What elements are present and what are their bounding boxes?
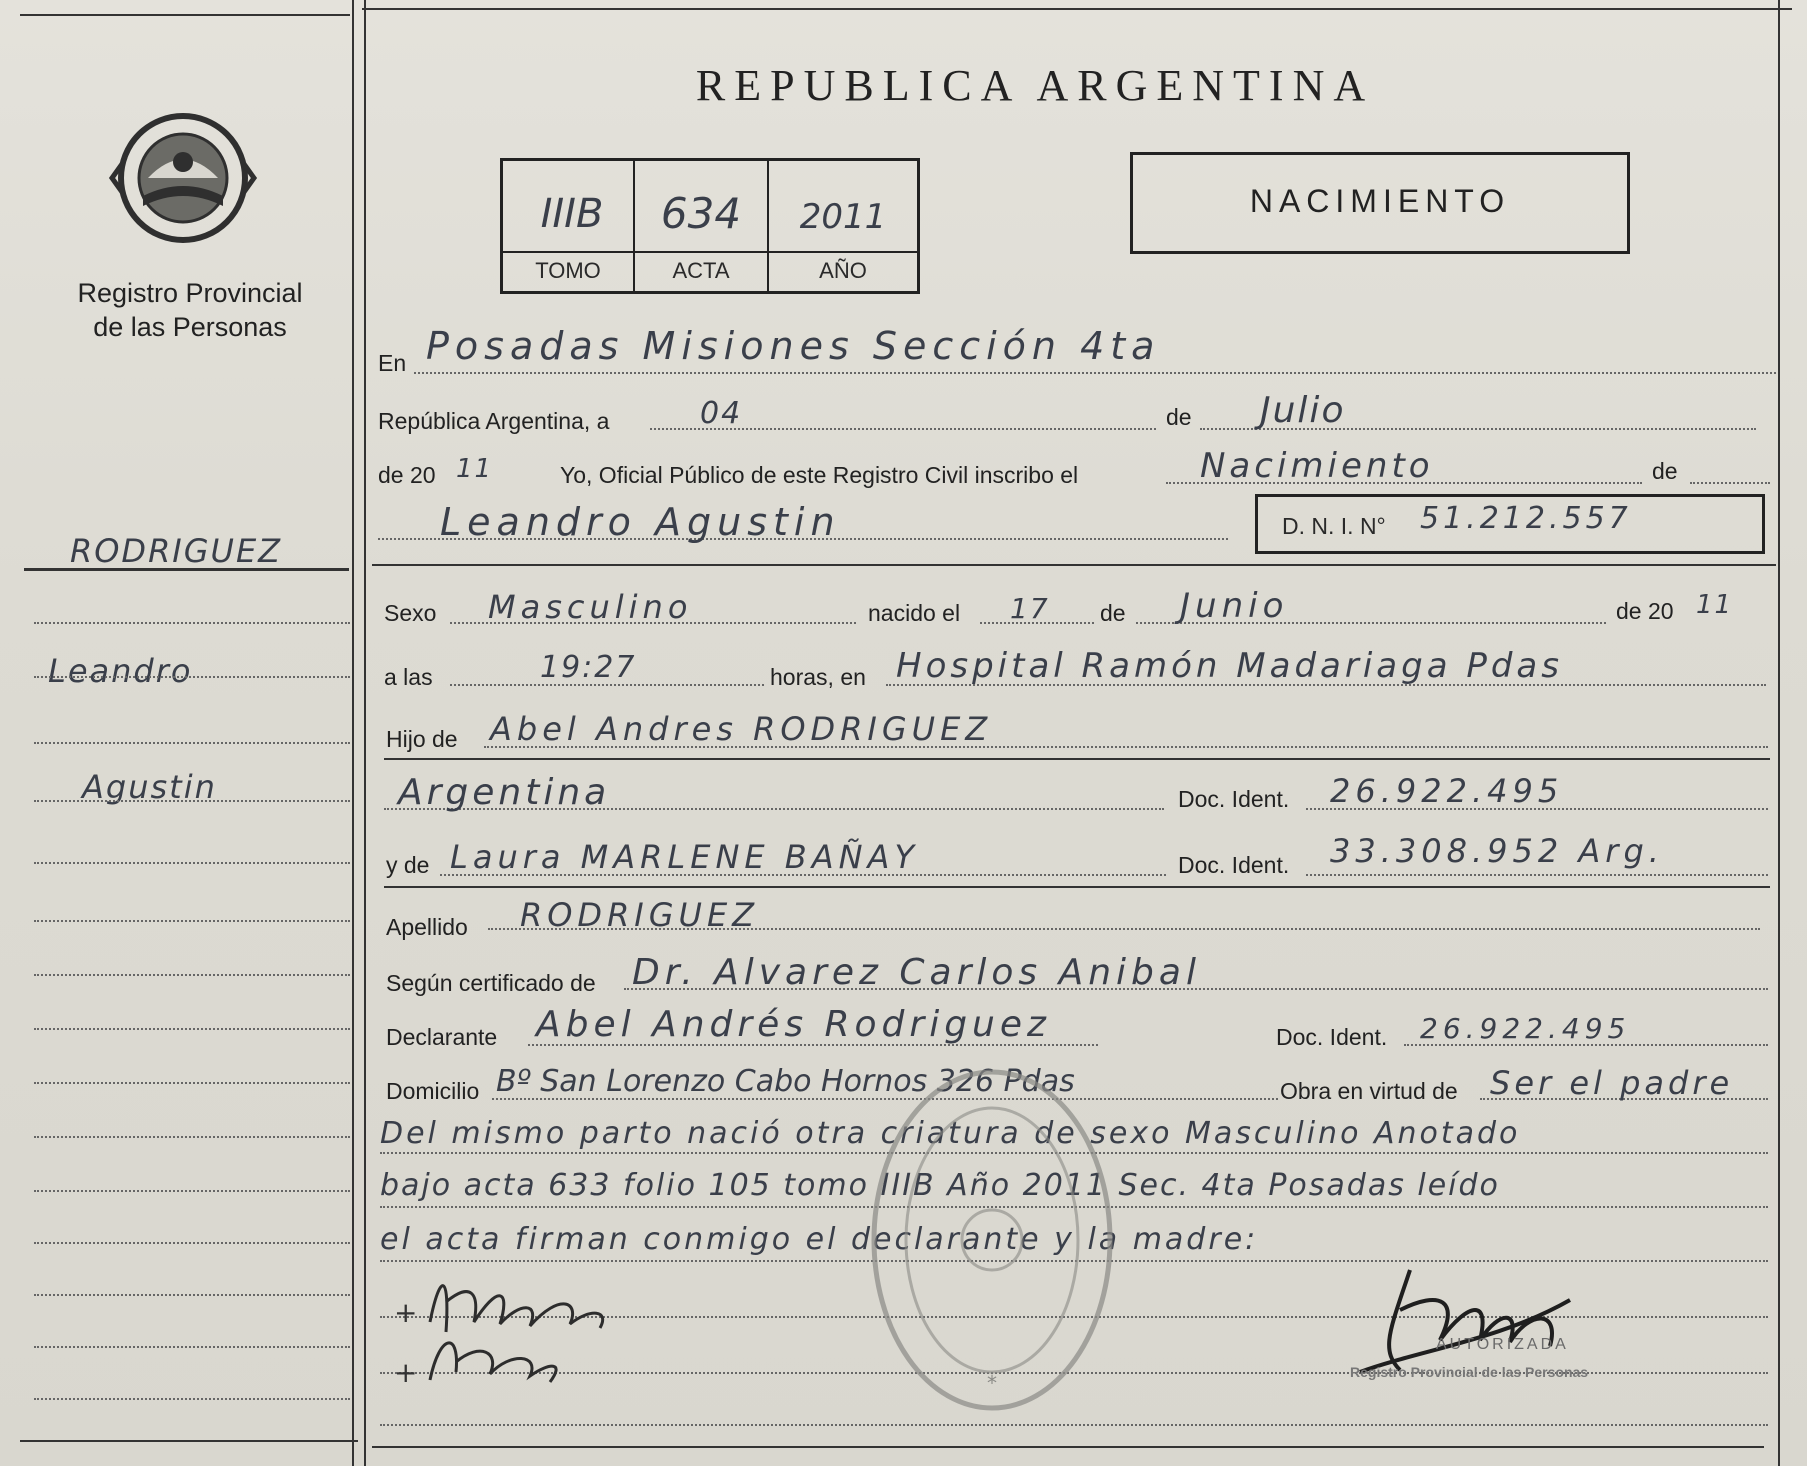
mother-doc-value: 33.308.952 Arg. bbox=[1330, 832, 1664, 870]
year-prefix: de 20 bbox=[378, 462, 436, 488]
father-doc-value: 26.922.495 bbox=[1330, 772, 1564, 810]
svg-text:+: + bbox=[394, 1356, 418, 1389]
republica-label: República Argentina, a bbox=[378, 408, 610, 434]
sexo-value: Masculino bbox=[488, 588, 693, 626]
signature-father bbox=[390, 1262, 720, 1392]
margin-name-1: Leandro bbox=[48, 652, 193, 690]
alas-label: a las bbox=[384, 664, 433, 690]
country-title: REPUBLICA ARGENTINA bbox=[695, 61, 1375, 110]
record-type: NACIMIENTO bbox=[1249, 183, 1511, 219]
acta-label: ACTA bbox=[672, 258, 730, 283]
domicilio-label: Domicilio bbox=[386, 1078, 480, 1104]
margin-dotted-line bbox=[34, 1346, 350, 1348]
de-label-3: de bbox=[1100, 600, 1126, 626]
top-rule-left bbox=[20, 14, 350, 16]
certificado-label: Según certificado de bbox=[386, 970, 596, 996]
father-value: Abel Andres RODRIGUEZ bbox=[490, 710, 993, 748]
section-rule-1 bbox=[372, 564, 1776, 566]
de-line-2 bbox=[1690, 482, 1770, 484]
doc-label-1: Doc. Ident. bbox=[1178, 786, 1290, 812]
acta-value: 634 bbox=[660, 189, 742, 238]
birth-day-value: 17 bbox=[1010, 592, 1050, 625]
yde-label: y de bbox=[386, 852, 430, 878]
dni-value: 51.212.557 bbox=[1420, 501, 1632, 536]
place-value: Posadas Misiones Sección 4ta bbox=[426, 324, 1161, 368]
domicilio-value: Bº San Lorenzo Cabo Hornos 326 Pdas bbox=[496, 1064, 1075, 1099]
svg-text:+: + bbox=[394, 1296, 418, 1329]
de-label-1: de bbox=[1166, 404, 1192, 430]
svg-text:*: * bbox=[987, 1371, 997, 1395]
mother-rule bbox=[384, 886, 1770, 888]
en-line bbox=[414, 372, 1776, 374]
tomo-label: TOMO bbox=[535, 258, 601, 283]
margin-dotted-line bbox=[34, 676, 350, 678]
margin-surname: RODRIGUEZ bbox=[70, 532, 283, 570]
doctor-value: Dr. Alvarez Carlos Anibal bbox=[632, 952, 1201, 993]
right-border bbox=[1778, 0, 1780, 1466]
birth-month-value: Junio bbox=[1180, 586, 1289, 626]
tomo-value: IIIB bbox=[540, 191, 604, 237]
note-line-3: el acta firman conmigo el declarante y la madre: bbox=[380, 1222, 1259, 1257]
horas-label: horas, en bbox=[770, 664, 866, 690]
en-label: En bbox=[378, 350, 407, 376]
birth-place-value: Hospital Ramón Madariaga Pdas bbox=[896, 646, 1563, 686]
doc-label-2: Doc. Ident. bbox=[1178, 852, 1290, 878]
signature-official bbox=[1340, 1250, 1600, 1380]
bottom-rule-right bbox=[372, 1446, 1764, 1448]
margin-dotted-line bbox=[34, 1028, 350, 1030]
note-line-1: Del mismo parto nació otra criatura de sexo Masculino Anotado bbox=[380, 1116, 1521, 1151]
margin-dotted-line bbox=[34, 862, 350, 864]
dni-box bbox=[1255, 494, 1765, 554]
note-line-2: bajo acta 633 folio 105 tomo IIIB Año 2011 Sec. 4ta Posadas leído bbox=[380, 1168, 1500, 1203]
margin-dotted-line bbox=[34, 1082, 350, 1084]
column-divider-right bbox=[364, 0, 366, 1466]
birth-year-suffix: 11 bbox=[1696, 590, 1734, 620]
de-label-2: de bbox=[1652, 458, 1678, 484]
apellido-value: RODRIGUEZ bbox=[520, 896, 760, 934]
margin-dotted-line bbox=[34, 1136, 350, 1138]
record-type-box bbox=[1130, 152, 1630, 254]
mother-doc-line bbox=[1306, 874, 1768, 876]
day-value: 04 bbox=[700, 396, 743, 431]
inscribo-label: Yo, Oficial Público de este Registro Civil inscribo el bbox=[560, 462, 1079, 488]
nacido-label: nacido el bbox=[868, 600, 961, 626]
dni-label: D. N. I. N° bbox=[1282, 513, 1386, 539]
declarante-label: Declarante bbox=[386, 1024, 498, 1050]
top-rule-right bbox=[362, 8, 1792, 10]
event-value: Nacimiento bbox=[1200, 446, 1434, 486]
authorized-label: AUTORIZADA bbox=[1436, 1336, 1569, 1353]
margin-dotted-line bbox=[34, 1398, 350, 1400]
sig-line-3-rule bbox=[380, 1424, 1768, 1426]
doc-label-3: Doc. Ident. bbox=[1276, 1024, 1388, 1050]
anio-value: 2011 bbox=[799, 197, 887, 237]
authorized-sub: Registro Provincial de las Personas bbox=[1350, 1364, 1589, 1380]
column-divider-left bbox=[352, 0, 354, 1466]
provincial-seal-icon bbox=[108, 106, 258, 251]
hijo-label: Hijo de bbox=[386, 726, 458, 752]
margin-dotted-line bbox=[34, 622, 350, 624]
father-nationality: Argentina bbox=[398, 772, 611, 813]
margin-dotted-line bbox=[34, 1294, 350, 1296]
anio-label: AÑO bbox=[819, 258, 867, 283]
declarante-value: Abel Andrés Rodriguez bbox=[536, 1004, 1051, 1045]
obra-label: Obra en virtud de bbox=[1280, 1078, 1458, 1104]
year-suffix: 11 bbox=[456, 454, 494, 484]
mother-value: Laura MARLENE BAÑAY bbox=[450, 838, 919, 876]
margin-dotted-line bbox=[34, 1242, 350, 1244]
hour-value: 19:27 bbox=[540, 650, 637, 685]
child-name-value: Leandro Agustin bbox=[440, 500, 841, 544]
margin-dotted-line bbox=[34, 800, 350, 802]
month-value: Julio bbox=[1260, 390, 1346, 431]
margin-dotted-line bbox=[34, 974, 350, 976]
margin-name-2: Agustin bbox=[82, 768, 217, 806]
bottom-rule-left bbox=[20, 1440, 358, 1442]
sexo-label: Sexo bbox=[384, 600, 437, 626]
apellido-label: Apellido bbox=[386, 914, 468, 940]
margin-dotted-line bbox=[34, 920, 350, 922]
official-stamp-icon bbox=[862, 1060, 1122, 1420]
record-box bbox=[500, 158, 920, 294]
margin-surname-rule bbox=[24, 568, 349, 571]
margin-dotted-line bbox=[34, 1190, 350, 1192]
de20-label: de 20 bbox=[1616, 598, 1674, 624]
father-rule bbox=[384, 758, 1770, 760]
obra-value: Ser el padre bbox=[1490, 1064, 1734, 1102]
office-name: Registro Provincial de las Personas bbox=[77, 278, 303, 342]
margin-dotted-line bbox=[34, 742, 350, 744]
declarante-doc-value: 26.922.495 bbox=[1420, 1012, 1631, 1045]
